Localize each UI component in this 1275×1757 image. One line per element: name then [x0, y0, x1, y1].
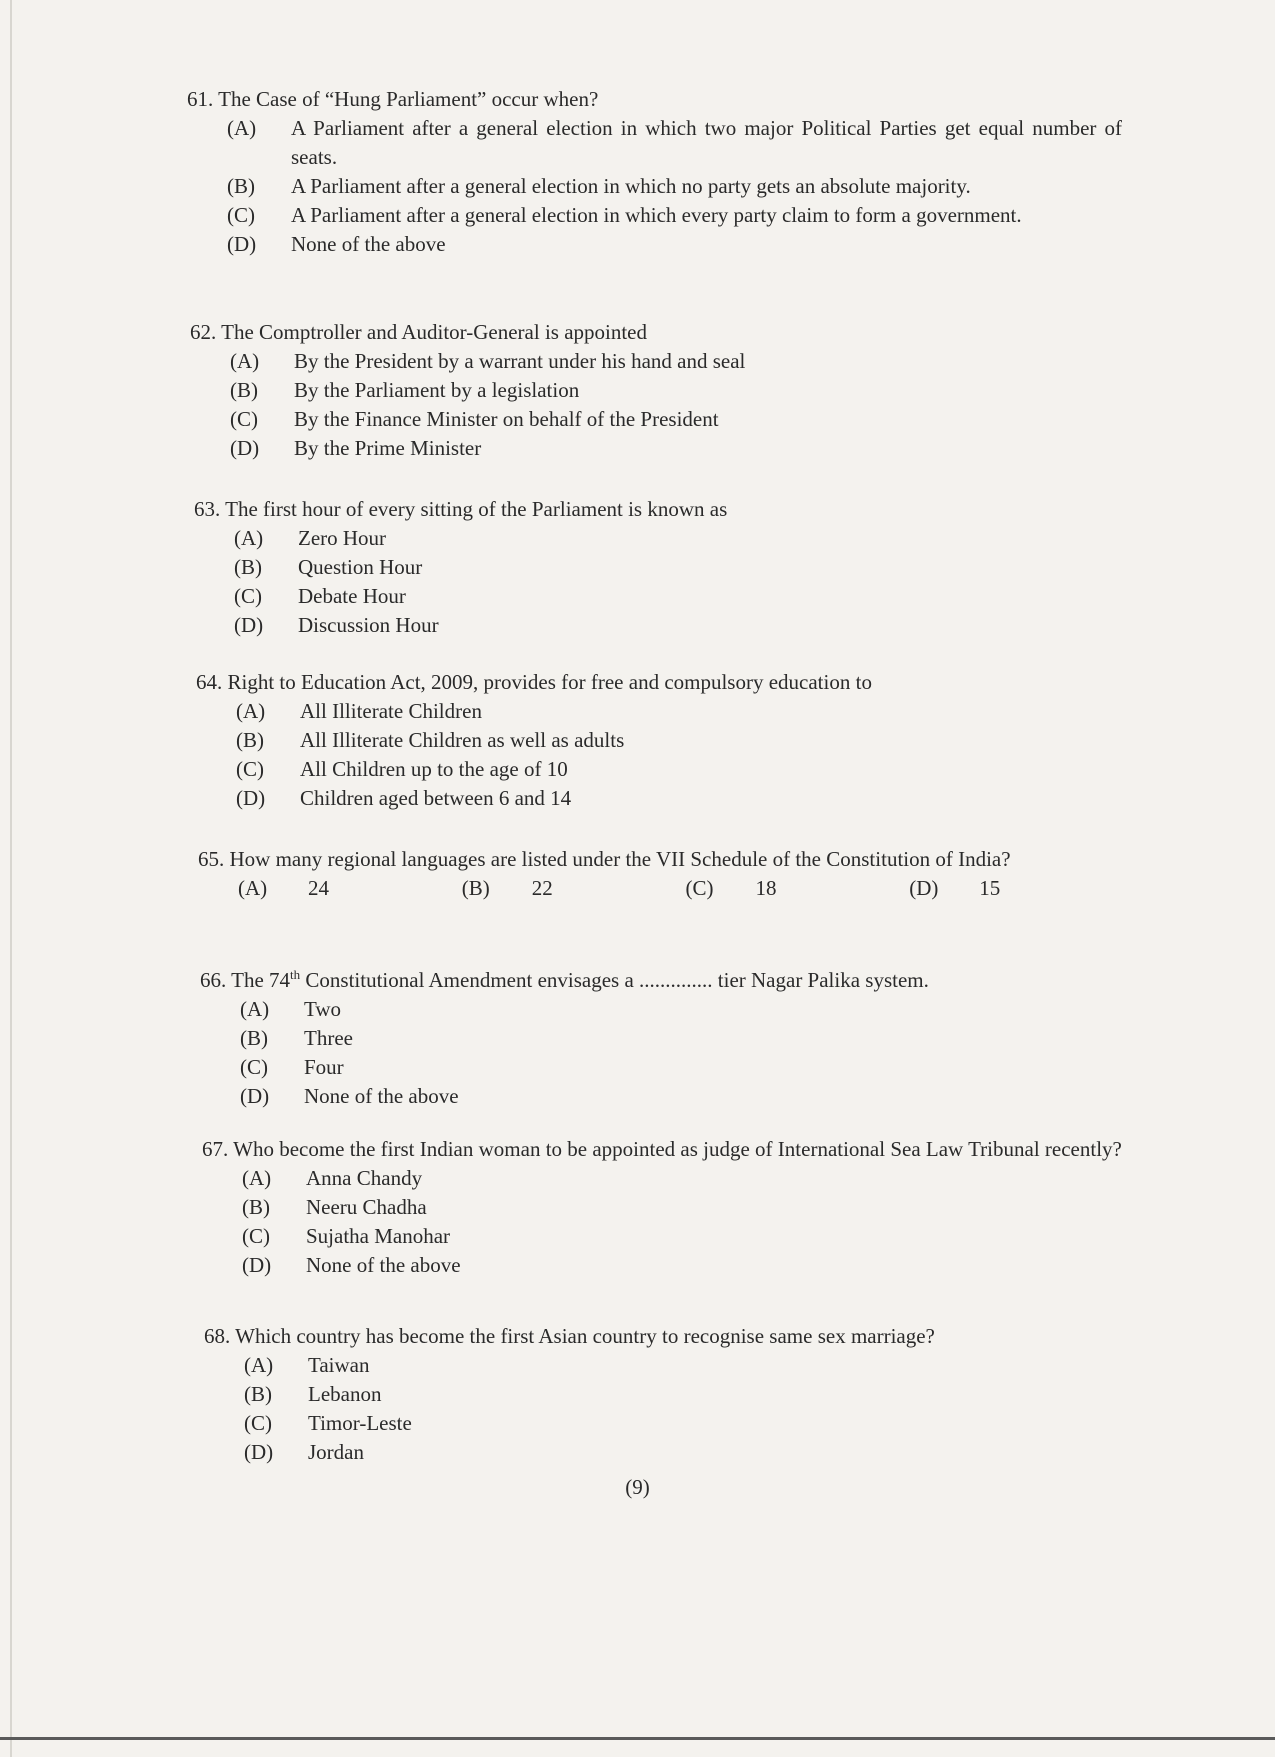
option-b — [200, 1024, 1135, 1053]
option-a — [204, 1351, 1139, 1380]
option-d — [190, 434, 1120, 463]
option-d — [196, 784, 1126, 813]
option-letter: (B) — [227, 174, 255, 198]
option-letter: (A) — [230, 349, 260, 373]
option-text: Timor-Leste — [308, 1411, 412, 1435]
option-text: 24 — [308, 876, 329, 900]
option-c — [204, 1409, 1139, 1438]
question-65 — [198, 845, 1133, 903]
question-stem: 61. The Case of “Hung Parliament” occur when? — [187, 87, 599, 111]
stem-superscript: th — [290, 967, 301, 982]
option-text: All Children up to the age of 10 — [300, 757, 568, 781]
option-c — [686, 874, 910, 903]
option-c — [200, 1053, 1135, 1082]
option-text: A Parliament after a general election in which two major Political Parties get equal number of seats. — [291, 116, 1122, 169]
question-stem: 65. How many regional languages are listed under the VII Schedule of the Constitution of India? — [198, 847, 1011, 871]
option-d — [200, 1082, 1135, 1111]
question-66 — [200, 960, 1135, 1111]
option-text: All Illiterate Children as well as adults — [300, 728, 625, 752]
option-c — [187, 201, 1122, 230]
option-text: Three — [304, 1026, 353, 1050]
option-letter: (D) — [236, 786, 266, 810]
option-d — [194, 611, 1124, 640]
option-letter: (A) — [234, 526, 264, 550]
option-b — [196, 726, 1126, 755]
option-d — [204, 1438, 1139, 1467]
option-a — [202, 1164, 1137, 1193]
option-text: Taiwan — [308, 1353, 370, 1377]
option-letter: (D) — [242, 1253, 272, 1277]
option-b — [204, 1380, 1139, 1409]
option-letter: (A) — [238, 876, 268, 900]
option-text: 18 — [755, 876, 777, 900]
question-stem: 63. The first hour of every sitting of the Parliament is known as — [194, 497, 728, 521]
option-text: 22 — [531, 876, 553, 900]
option-b — [190, 376, 1120, 405]
question-stem: 68. Which country has become the first Asian country to recognise same sex marriage? — [204, 1324, 935, 1348]
option-letter: (D) — [909, 876, 939, 900]
question-stem: 64. Right to Education Act, 2009, provides for free and compulsory education to — [196, 670, 872, 694]
option-text: None of the above — [306, 1253, 461, 1277]
option-letter: (C) — [240, 1055, 268, 1079]
option-text: Neeru Chadha — [306, 1195, 427, 1219]
option-text: Lebanon — [308, 1382, 382, 1406]
stem-suffix: Constitutional Amendment envisages a .............. tier Nagar Palika system. — [300, 968, 929, 992]
option-text: A Parliament after a general election in which every party claim to form a government. — [291, 203, 1022, 227]
option-text: None of the above — [304, 1084, 459, 1108]
option-b — [202, 1193, 1137, 1222]
option-text: Jordan — [308, 1440, 364, 1464]
option-text: None of the above — [291, 232, 446, 256]
option-text: Discussion Hour — [298, 613, 439, 637]
option-letter: (D) — [230, 436, 260, 460]
question-68 — [204, 1322, 1139, 1467]
question-64 — [196, 668, 1126, 813]
option-b — [187, 172, 1122, 201]
option-letter: (A) — [244, 1353, 274, 1377]
option-text: Zero Hour — [298, 526, 387, 550]
option-text: Four — [304, 1055, 344, 1079]
option-c — [196, 755, 1126, 784]
option-letter: (A) — [227, 116, 257, 140]
option-letter: (B) — [461, 876, 490, 900]
option-d — [202, 1251, 1137, 1280]
option-text: Sujatha Manohar — [306, 1224, 451, 1248]
option-text: Debate Hour — [298, 584, 406, 608]
option-letter: (D) — [227, 232, 257, 256]
question-62 — [190, 318, 1120, 463]
option-text: All Illiterate Children — [300, 699, 482, 723]
option-letter: (C) — [236, 757, 264, 781]
option-letter: (B) — [240, 1026, 268, 1050]
question-63 — [194, 495, 1124, 640]
option-letter: (C) — [242, 1224, 270, 1248]
option-text: Anna Chandy — [306, 1166, 423, 1190]
option-letter: (D) — [244, 1440, 274, 1464]
option-letter: (D) — [240, 1084, 270, 1108]
option-c — [194, 582, 1124, 611]
option-letter: (C) — [230, 407, 258, 431]
option-letter: (C) — [234, 584, 262, 608]
option-letter: (A) — [240, 997, 270, 1021]
option-letter: (B) — [242, 1195, 270, 1219]
option-letter: (B) — [244, 1382, 272, 1406]
page-number: (9) — [625, 1475, 650, 1499]
option-text: Two — [304, 997, 342, 1021]
option-a — [200, 995, 1135, 1024]
option-b — [462, 874, 686, 903]
option-a — [194, 524, 1124, 553]
inline-options — [198, 874, 1133, 903]
option-letter: (D) — [234, 613, 264, 637]
question-stem — [200, 960, 1135, 995]
option-b — [194, 553, 1124, 582]
option-text: A Parliament after a general election in which no party gets an absolute majority. — [291, 174, 971, 198]
option-letter: (C) — [227, 203, 255, 227]
option-a — [196, 697, 1126, 726]
option-text: By the Parliament by a legislation — [294, 378, 580, 402]
option-a — [190, 347, 1120, 376]
stem-prefix: 66. The 74 — [200, 968, 291, 992]
question-67 — [202, 1135, 1137, 1280]
option-letter: (C) — [685, 876, 714, 900]
question-stem: 62. The Comptroller and Auditor-General is appointed — [190, 320, 648, 344]
question-stem: 67. Who become the first Indian woman to be appointed as judge of International Sea Law Tribunal recently? — [202, 1137, 1122, 1161]
option-text: Question Hour — [298, 555, 423, 579]
question-61 — [187, 85, 1122, 259]
option-letter: (B) — [234, 555, 262, 579]
option-a — [187, 114, 1122, 172]
option-text: By the Finance Minister on behalf of the President — [294, 407, 719, 431]
option-letter: (A) — [242, 1166, 272, 1190]
option-letter: (B) — [236, 728, 264, 752]
bottom-rule — [0, 1737, 1275, 1740]
option-letter: (C) — [244, 1411, 272, 1435]
option-text: Children aged between 6 and 14 — [300, 786, 572, 810]
option-c — [190, 405, 1120, 434]
option-c — [202, 1222, 1137, 1251]
option-letter: (B) — [230, 378, 258, 402]
option-d — [187, 230, 1122, 259]
option-letter: (A) — [236, 699, 266, 723]
option-text: By the Prime Minister — [294, 436, 482, 460]
option-a — [238, 874, 462, 903]
option-text: By the President by a warrant under his hand and seal — [294, 349, 746, 373]
option-text: 15 — [979, 876, 1001, 900]
option-d — [909, 874, 1133, 903]
